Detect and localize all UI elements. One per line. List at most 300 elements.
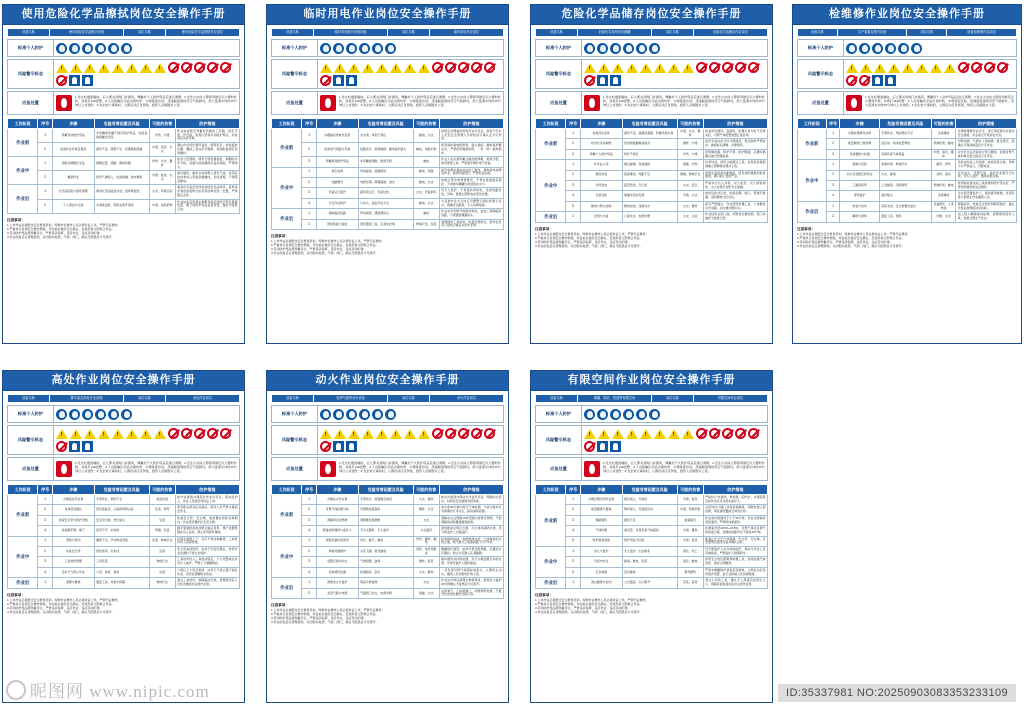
table-row bbox=[536, 170, 768, 180]
stage-cell: 作业前 bbox=[536, 495, 566, 547]
step-cell: 工具材料管理 bbox=[52, 557, 94, 567]
column-header: 可能的伤害 bbox=[149, 119, 175, 129]
emergency-content bbox=[582, 458, 767, 480]
control-cell: 沿规定通道上下，双手不得持物攀登，工具材料用工具袋传递。 bbox=[175, 536, 239, 546]
control-cell: 现场配备足够灭火器、灭火毯和消防水源，设专职监护人全程监护。 bbox=[439, 526, 503, 536]
hazard-cell: 检测超标、起火 bbox=[358, 567, 413, 577]
hazard-cell: 无票作业、审批不全 bbox=[94, 495, 149, 505]
step-cell: 日常巡检 bbox=[580, 191, 622, 201]
mandatory-icon bbox=[333, 75, 344, 86]
hazard-cell: 工具缺陷、违规使用 bbox=[879, 181, 931, 191]
injury-cell: 高处坠落 bbox=[149, 495, 175, 505]
prohibition-icon bbox=[181, 428, 192, 439]
table-row bbox=[8, 157, 240, 171]
ppe-icon bbox=[597, 43, 608, 54]
step-cell: 关闭气瓶与电源 bbox=[316, 588, 358, 598]
column-header: 序号 bbox=[566, 485, 581, 495]
injury-cell: 窒息、死亡 bbox=[677, 547, 703, 557]
ppe-icon bbox=[649, 43, 660, 54]
column-header: 危险有害因素及风险 bbox=[358, 485, 413, 495]
step-cell: 接引电源 bbox=[316, 167, 358, 177]
injury-cell: 机械伤害、触电 bbox=[931, 181, 955, 191]
hazard-cell: 无人监护、失去联系 bbox=[622, 547, 677, 557]
table-row bbox=[8, 199, 240, 213]
injury-cell: 爆炸、火灾 bbox=[413, 505, 439, 515]
control-cell: 吊装由持证人员指挥，检查索具合格，吊物下方严禁站人，设警戒区。 bbox=[956, 160, 1017, 170]
warning-triangle-icon bbox=[598, 63, 610, 73]
warning-triangle-icon bbox=[362, 429, 374, 439]
step-cell: 穿戴个人防护用品 bbox=[580, 149, 622, 159]
control-cell: 一旦发现可燃气体超标或起火，立即停止动火，撤离人员并组织扑救上报。 bbox=[439, 567, 503, 577]
ppe-icon bbox=[346, 409, 357, 420]
table-row bbox=[8, 536, 240, 546]
table-row bbox=[272, 505, 504, 515]
control-cell: 清点人员和工具，确认无人滞留后封闭出入口，拆除盲板恢复系统并关闭作业票。 bbox=[703, 578, 767, 588]
control-cell: 使用前检查电动工具绝缘和防护罩完好，严禁带病使用和违章操作。 bbox=[956, 181, 1017, 191]
equipment-cell: 动火作业岗位 bbox=[430, 395, 504, 403]
control-cell: 作业人员必须穿戴合格的绝缘鞋、绝缘手套，使用绝缘工具，严禁湿手操作电气设备。 bbox=[439, 157, 503, 167]
table-row bbox=[536, 160, 768, 170]
equipment-cell: 使用危险化学品擦拭作业岗位 bbox=[166, 29, 240, 37]
emergency-content bbox=[318, 92, 503, 114]
warning-triangle-icon bbox=[874, 63, 886, 73]
equipment-cell: 岗位名称 bbox=[123, 395, 165, 403]
warning-triangle-icon bbox=[404, 429, 416, 439]
hazard-cell: 患有高血压、心脏病等禁忌症 bbox=[94, 505, 149, 515]
step-cell: 防护装备准备 bbox=[580, 536, 622, 546]
row-number-cell: 3 bbox=[302, 157, 317, 167]
warning-triangle-icon bbox=[860, 63, 872, 73]
step-cell: 配备消防器材与监护人 bbox=[316, 526, 358, 536]
equipment-cell: 危险化学品库房及储罐 bbox=[578, 29, 652, 37]
prohibition-icon bbox=[168, 428, 179, 439]
notes-title: 注意事项： bbox=[797, 226, 815, 231]
row-number-cell: 2 bbox=[826, 139, 840, 149]
note-line: 3.劳动防护用品须穿戴齐全，严禁违章指挥、违章作业、违反劳动纪律。 bbox=[535, 239, 631, 244]
warning-triangle-icon bbox=[140, 429, 152, 439]
hazard-cell: 性质相抵触物品混存 bbox=[622, 139, 677, 149]
notes-title: 注意事项： bbox=[7, 217, 25, 222]
control-cell: 保持通风并持续检测，另行办理受限空间作业票，外部设监护人随时联络。 bbox=[439, 557, 503, 567]
injury-cell: 泄漏、灼伤 bbox=[677, 160, 703, 170]
prohibition-icon bbox=[207, 428, 218, 439]
control-cell: 涉及动火、受限空间、高处作业须另行办票，设专人监护，通风检测合格。 bbox=[956, 170, 1017, 180]
hazard-cell: 气体积聚、缺氧 bbox=[358, 557, 413, 567]
step-cell: 动火及受限空间作业 bbox=[840, 170, 879, 180]
step-cell: 设备运行监护 bbox=[316, 188, 358, 198]
warning-row-label: 风险警示标志 bbox=[272, 426, 318, 454]
warning-sign-row bbox=[535, 59, 768, 89]
step-cell: 擦拭作业 bbox=[52, 171, 94, 185]
procedure-table bbox=[271, 118, 504, 230]
row-number-cell: 1 bbox=[826, 160, 840, 170]
mandatory-icon bbox=[610, 75, 621, 86]
control-cell: 切断电源、气源并上锁挂牌，泄压排空，经确认无残余能量后方可作业。 bbox=[956, 139, 1017, 149]
step-cell: 办理高处作业票 bbox=[52, 495, 94, 505]
table-row bbox=[8, 547, 240, 557]
prohibition-icon bbox=[320, 75, 331, 86]
column-header: 步骤 bbox=[52, 119, 94, 129]
step-cell: 能量隔离上锁挂牌 bbox=[840, 139, 879, 149]
table-header-row bbox=[536, 485, 768, 495]
table-row bbox=[536, 526, 768, 536]
step-cell: 个人清洁与交接 bbox=[52, 199, 94, 213]
step-cell: 进入与监护 bbox=[580, 547, 622, 557]
warning-triangle-icon bbox=[654, 63, 666, 73]
note-line: 3.劳动防护用品须穿戴齐全，严禁违章指挥、违章作业、违反劳动纪律。 bbox=[7, 605, 103, 610]
step-cell: 拆卸与吊装 bbox=[840, 160, 879, 170]
fire-extinguisher-icon bbox=[846, 95, 862, 111]
mandatory-icon bbox=[69, 75, 80, 86]
notes-block bbox=[7, 593, 240, 614]
emergency-content bbox=[844, 92, 1016, 114]
table-row bbox=[8, 143, 240, 157]
safety-manual-poster bbox=[266, 4, 509, 344]
warning-triangle-icon bbox=[846, 63, 858, 73]
table-row bbox=[798, 149, 1017, 159]
control-cell: 安全带高挂低用，系挂于牢固可靠处，转移作业位置时不得失去保护。 bbox=[175, 547, 239, 557]
fire-extinguisher-icon bbox=[56, 461, 72, 477]
step-cell: 核对化学品种类 bbox=[580, 139, 622, 149]
warning-triangle-icon bbox=[154, 63, 166, 73]
warning-triangle-icon bbox=[376, 63, 388, 73]
emergency-row bbox=[271, 457, 504, 481]
hazard-cell: 带电拆线、遗留裸线头 bbox=[358, 209, 413, 219]
equipment-cell: 设备检维修作业岗位 bbox=[947, 29, 1017, 37]
row-number-cell: 1 bbox=[566, 129, 581, 139]
warning-triangle-icon bbox=[584, 429, 596, 439]
control-cell: 按作业级别办理高处作业许可证，落实监护人，作业人员经培训持证上岗。 bbox=[175, 495, 239, 505]
control-cell: 按时巡检并记录，检查容器、阀门、管道无泄漏，消防器材完好在位。 bbox=[703, 191, 767, 201]
warning-triangle-icon bbox=[682, 429, 694, 439]
control-cell: 全过程设置监护人，保持通讯畅通，发现异常立即停止作业撤离人员。 bbox=[956, 191, 1017, 201]
control-cell: 严禁未佩戴防护装备盲目施救，立即启动应急预案并报警，由专业救援人员实施救援。 bbox=[703, 567, 767, 577]
prohibition-icon bbox=[320, 441, 331, 452]
emergency-row bbox=[7, 457, 240, 481]
row-number-cell: 2 bbox=[826, 170, 840, 180]
table-header-row bbox=[272, 119, 504, 129]
watermark-right: ID:35337981 NO:20250903083353233109 bbox=[778, 684, 1016, 702]
mandatory-icon bbox=[597, 441, 608, 452]
emergency-row-label: 应急处置 bbox=[536, 92, 582, 114]
notes-block bbox=[271, 234, 504, 255]
step-cell: 化学品回收与现场清理 bbox=[52, 185, 94, 199]
step-cell: 焊接切割操作 bbox=[316, 547, 358, 557]
procedure-table bbox=[797, 118, 1017, 223]
emergency-text: 1.发生轻微泄漏时，应立即关闭阀门并通风，佩戴好个人防护用品后进行清理；2.发生火灾时立即使用就近灭火器材扑救，并拨打119报警；3.人员接触化学品出现灼伤、中毒等症状时，迅速脱离现场至空气新鲜处，用大量清水冲洗15分钟以上并送医；4.发生较大事故时，立即启动应急预案，组织人员疏散并上报。 bbox=[865, 95, 1014, 108]
column-header: 工作阶段 bbox=[536, 119, 566, 129]
table-row bbox=[536, 139, 768, 149]
stage-cell: 作业中 bbox=[272, 167, 302, 209]
injury-cell: 爆炸、窒息 bbox=[413, 557, 439, 567]
hazard-cell: 挥发气体吸入、皮肤接触、抹布堆积 bbox=[94, 171, 149, 185]
column-header: 防护措施 bbox=[703, 485, 767, 495]
step-cell: 清理与撤离 bbox=[52, 578, 94, 588]
ppe-icon bbox=[610, 43, 621, 54]
warning-triangle-icon bbox=[376, 429, 388, 439]
ppe-icon bbox=[320, 409, 331, 420]
control-cell: 工具材料放入工具袋并固定，下方设警戒区并有专人看护，严禁上下抛掷物品。 bbox=[175, 557, 239, 567]
control-cell: 作业前按规定穿戴好防静电工作服、防化手套、护目镜、防毒口罩等劳动防护用品，并检查其完好有效。 bbox=[175, 129, 239, 143]
row-number-cell: 3 bbox=[826, 181, 840, 191]
column-header: 步骤 bbox=[316, 485, 358, 495]
warning-triangle-icon bbox=[154, 429, 166, 439]
warning-sign-row bbox=[271, 59, 504, 89]
step-cell: 恶劣天气停止作业 bbox=[52, 567, 94, 577]
control-cell: 患有职业禁忌症及酒后、疲劳人员严禁从事高处作业。 bbox=[175, 505, 239, 515]
control-cell: 作业结束关闭门窗、切断非必要电源，锁门并做好交接班记录。 bbox=[703, 212, 767, 222]
prohibition-icon bbox=[445, 428, 456, 439]
equipment-cell: 设备名称 bbox=[272, 395, 314, 403]
row-number-cell: 1 bbox=[38, 578, 53, 588]
note-line: 1.上岗作业必须经过安全教育培训，特种作业操作人员必须持证上岗，严禁无证操作。 bbox=[271, 239, 385, 244]
mandatory-icon bbox=[610, 441, 621, 452]
emergency-text: 1.发生轻微泄漏时，应立即关闭阀门并通风，佩戴好个人防护用品后进行清理；2.发生火灾时立即使用就近灭火器材扑救，并拨打119报警；3.人员接触化学品出现灼伤、中毒等症状时，迅速脱离现场至空气新鲜处，用大量清水冲洗15分钟以上并送医；4.发生较大事故时，立即启动应急预案，组织人员疏散并上报。 bbox=[339, 461, 501, 474]
poster-body bbox=[531, 391, 772, 702]
prohibition-icon bbox=[696, 62, 707, 73]
row-number-cell: 5 bbox=[566, 536, 581, 546]
note-line: 2.严格执行各项安全操作规程，作业前应做好安全确认，发现异常立即停止作业。 bbox=[535, 601, 643, 606]
control-cell: 对含危化品设备进行吹扫置换，检测可燃气体和氧含量合格后方可作业。 bbox=[956, 149, 1017, 159]
ppe-icon bbox=[584, 409, 595, 420]
mandatory-icon bbox=[346, 75, 357, 86]
notes-title: 注意事项： bbox=[535, 226, 553, 231]
table-row bbox=[536, 567, 768, 577]
injury-cell: 坠落、窒息 bbox=[677, 578, 703, 588]
table-row bbox=[272, 547, 504, 557]
emergency-row bbox=[535, 91, 768, 115]
emergency-row bbox=[271, 91, 504, 115]
poster-title: 使用危险化学品擦拭岗位安全操作手册 bbox=[3, 5, 244, 25]
row-number-cell: 4 bbox=[566, 526, 581, 536]
warning-triangle-icon bbox=[84, 63, 96, 73]
row-number-cell: 3 bbox=[38, 557, 53, 567]
control-cell: 设专职监护人在外持续监护，保持与作业人员有效联络，严禁监护人擅离职守。 bbox=[703, 547, 767, 557]
prohibition-icon bbox=[194, 428, 205, 439]
watermark-left bbox=[6, 677, 210, 702]
prohibition-icon bbox=[748, 428, 759, 439]
row-number-cell: 3 bbox=[38, 515, 53, 525]
ppe-icon bbox=[385, 43, 396, 54]
injury-cell: 坠落、物体打击 bbox=[149, 536, 175, 546]
note-line: 1.上岗作业必须经过安全教育培训，特种作业操作人员必须持证上岗，严禁无证操作。 bbox=[797, 231, 911, 236]
equipment-cell: 岗位名称 bbox=[651, 395, 693, 403]
injury-cell: 灼伤、火灾、爆炸 bbox=[149, 157, 175, 171]
hazard-cell: 物料窜入、设备误启动 bbox=[622, 505, 677, 515]
ppe-icon bbox=[121, 409, 132, 420]
prohibition-icon bbox=[984, 62, 995, 73]
watermark-left-text: 昵图网 www.nipic.com bbox=[30, 682, 210, 701]
control-cell: 按化学品性质分区分类储存，禁忌物料严禁混存，做到标识清晰、台账相符。 bbox=[703, 139, 767, 149]
table-row bbox=[272, 209, 504, 219]
note-line: 3.劳动防护用品须穿戴齐全，严禁违章指挥、违章作业、违反劳动纪律。 bbox=[797, 239, 893, 244]
equipment-header-table bbox=[797, 28, 1017, 37]
control-cell: 与其他作业交叉时应设置警示围栏和警示标志，明确安全距离，专人协调指挥。 bbox=[439, 198, 503, 208]
prohibition-icon bbox=[168, 62, 179, 73]
table-row bbox=[536, 181, 768, 191]
note-line: 2.严格执行各项安全操作规程，作业前应做好安全确认，发现异常立即停止作业。 bbox=[7, 601, 115, 606]
ppe-icon bbox=[82, 409, 93, 420]
injury-cell: 各类事故 bbox=[931, 191, 955, 201]
prohibition-icon bbox=[997, 62, 1008, 73]
prohibition-icon bbox=[471, 428, 482, 439]
row-number-cell: 2 bbox=[38, 143, 53, 157]
warning-triangle-icon bbox=[888, 63, 900, 73]
emergency-row bbox=[7, 91, 240, 115]
fire-extinguisher-icon bbox=[56, 95, 72, 111]
control-cell: 清除动火点周围10米范围内易燃可燃物，不能清除的采取覆盖隔离措施。 bbox=[439, 515, 503, 525]
step-cell: 清理余火与看护 bbox=[316, 578, 358, 588]
injury-cell: 火灾、流失 bbox=[677, 181, 703, 191]
row-number-cell: 2 bbox=[38, 199, 53, 213]
warning-triangle-icon bbox=[626, 63, 638, 73]
table-row bbox=[8, 171, 240, 185]
hazard-cell: 未穿戴或穿戴不规范防护用品，皮肤直接接触化学品 bbox=[94, 129, 149, 143]
ppe-row bbox=[535, 39, 768, 57]
hazard-cell: 无票动火、级别确定错误 bbox=[358, 495, 413, 505]
emergency-content bbox=[54, 92, 239, 114]
hazard-cell: 超量发放、无记录 bbox=[622, 181, 677, 191]
note-line: 2.严格执行各项安全操作规程，作业前应做好安全确认，发现异常立即停止作业。 bbox=[271, 243, 379, 248]
column-header: 可能的伤害 bbox=[677, 119, 703, 129]
ppe-icon-group bbox=[844, 40, 1016, 56]
hazard-cell: 与动火、高处作业交叉 bbox=[358, 198, 413, 208]
equipment-cell: 设备名称 bbox=[272, 29, 314, 37]
row-number-cell: 1 bbox=[826, 129, 840, 139]
row-number-cell: 1 bbox=[566, 212, 581, 222]
ppe-row-label: 标准个人防护 bbox=[272, 406, 318, 422]
hazard-cell: 起重伤害、物体打击 bbox=[879, 160, 931, 170]
table-row bbox=[798, 191, 1017, 201]
step-cell: 检查安全带与防护设施 bbox=[52, 515, 94, 525]
row-number-cell: 2 bbox=[38, 505, 53, 515]
ppe-icon bbox=[359, 409, 370, 420]
emergency-row-label: 应急处置 bbox=[272, 458, 318, 480]
equipment-cell: 设备名称 bbox=[536, 395, 578, 403]
hazard-cell: 泄漏未及时发现 bbox=[622, 191, 677, 201]
table-row bbox=[272, 578, 504, 588]
table-row bbox=[8, 578, 240, 588]
column-header: 危险有害因素及风险 bbox=[879, 119, 931, 129]
prohibition-icon bbox=[471, 62, 482, 73]
stage-cell: 作业前 bbox=[8, 129, 38, 157]
row-number-cell: 2 bbox=[566, 139, 581, 149]
injury-cell: 坠落、猝死 bbox=[149, 505, 175, 515]
prohibition-icon bbox=[207, 62, 218, 73]
injury-cell: 坠落 bbox=[149, 547, 175, 557]
control-cell: 按需少量领取，使用专用容器盛装，倾倒时动作平稳，容器与接收器保持良好接地，严禁明火。 bbox=[175, 157, 239, 171]
step-cell: 穿戴绝缘防护用品 bbox=[316, 157, 358, 167]
table-row bbox=[798, 160, 1017, 170]
ppe-icon bbox=[911, 43, 922, 54]
note-line: 4.作业结束后应清理现场，关闭相关电源、气源、阀门，确认无隐患后方可离开。 bbox=[7, 235, 115, 240]
prohibition-icon bbox=[696, 428, 707, 439]
ppe-icon bbox=[610, 409, 621, 420]
warning-icon-group bbox=[582, 60, 767, 88]
column-header: 工作阶段 bbox=[8, 485, 38, 495]
ppe-icon bbox=[636, 43, 647, 54]
hazard-cell: 搭设不牢、未验收 bbox=[94, 526, 149, 536]
stage-cell: 作业后 bbox=[536, 578, 566, 588]
injury-cell: 中毒、皮炎、火灾 bbox=[149, 171, 175, 185]
note-line: 4.作业结束后应清理现场，关闭相关电源、气源、阀门，确认无隐患后方可离开。 bbox=[271, 251, 379, 256]
poster-body bbox=[3, 391, 244, 702]
table-row bbox=[8, 185, 240, 199]
control-cell: 检测氧含量19.5%~23.5%、可燃气体及有毒气体浓度合格，检测时间距作业不超过30分钟。 bbox=[703, 526, 767, 536]
table-row bbox=[272, 515, 504, 525]
control-cell: 接引电源必须由持证电工操作，停电验电挂牌后作业，接线牢固规范，严禁私拉乱接。 bbox=[439, 167, 503, 177]
column-header: 工作阶段 bbox=[536, 485, 566, 495]
hazard-cell: 未清洗皮肤、带药品离开现场 bbox=[94, 199, 149, 213]
column-header: 可能的伤害 bbox=[149, 485, 175, 495]
nipic-logo-icon bbox=[6, 680, 26, 700]
control-cell: 按规定高度和垛距堆码，留足消防通道和检查通道，桶口朝上封闭严密。 bbox=[703, 170, 767, 180]
hazard-cell: 氧含量、有毒有害气体超标 bbox=[622, 526, 677, 536]
hazard-cell: 现场遗留工具、孔洞未封堵 bbox=[358, 219, 413, 229]
prohibition-icon bbox=[958, 62, 969, 73]
prohibition-icon bbox=[220, 428, 231, 439]
injury-cell: 中毒、火灾 bbox=[677, 191, 703, 201]
poster-title: 临时用电作业岗位安全操作手册 bbox=[267, 5, 508, 25]
row-number-cell: 3 bbox=[826, 149, 840, 159]
warning-triangle-icon bbox=[598, 429, 610, 439]
row-number-cell: 1 bbox=[566, 578, 581, 588]
row-number-cell: 1 bbox=[38, 129, 53, 143]
prohibition-icon bbox=[971, 62, 982, 73]
ppe-icon bbox=[898, 43, 909, 54]
warning-triangle-icon bbox=[390, 63, 402, 73]
column-header: 危险有害因素及风险 bbox=[622, 119, 677, 129]
column-header: 序号 bbox=[38, 119, 53, 129]
warning-triangle-icon bbox=[348, 63, 360, 73]
ppe-icon-group bbox=[318, 40, 503, 56]
column-header: 序号 bbox=[302, 485, 317, 495]
row-number-cell: 2 bbox=[566, 557, 581, 567]
hazard-cell: 监护缺失 bbox=[879, 191, 931, 201]
warning-triangle-icon bbox=[404, 63, 416, 73]
step-cell: 恢复与试车 bbox=[840, 201, 879, 211]
injury-cell: 灼伤、中毒 bbox=[149, 129, 175, 143]
control-cell: 办理检维修作业许可，进行风险辨识并落实安全措施，作业前召开班前会交底。 bbox=[956, 129, 1017, 139]
step-cell: 异常情况处置 bbox=[316, 567, 358, 577]
row-number-cell: 1 bbox=[38, 185, 53, 199]
table-row bbox=[272, 495, 504, 505]
column-header: 序号 bbox=[38, 485, 53, 495]
hazard-cell: 气瓶阀门未关、电源未断 bbox=[358, 588, 413, 598]
control-cell: 使用前检查电缆绝缘、插头插座、漏电保护器完好，严禁使用破损电缆，一机一闸一漏电保护。 bbox=[439, 143, 503, 157]
row-number-cell: 2 bbox=[38, 171, 53, 185]
warning-icon-group bbox=[318, 60, 503, 88]
step-cell: 现场恢复与验收 bbox=[316, 219, 358, 229]
table-header-row bbox=[8, 119, 240, 129]
safety-manual-poster bbox=[792, 4, 1022, 344]
warning-triangle-icon bbox=[654, 429, 666, 439]
table-row bbox=[272, 219, 504, 229]
poster-body bbox=[267, 25, 508, 343]
hazard-cell: 火灾、缺氧 bbox=[879, 170, 931, 180]
row-number-cell: 1 bbox=[302, 167, 317, 177]
column-header: 工作阶段 bbox=[8, 119, 38, 129]
ppe-icon bbox=[649, 409, 660, 420]
warning-triangle-icon bbox=[640, 429, 652, 439]
hazard-cell: 盲板未拆、安全装置未复位 bbox=[879, 201, 931, 211]
warning-triangle-icon bbox=[612, 63, 624, 73]
table-row bbox=[272, 188, 504, 198]
injury-cell: 火灾 bbox=[413, 515, 439, 525]
warning-triangle-icon bbox=[84, 429, 96, 439]
note-line: 3.劳动防护用品须穿戴齐全，严禁违章指挥、违章作业、违反劳动纪律。 bbox=[271, 247, 367, 252]
column-header: 步骤 bbox=[52, 485, 94, 495]
